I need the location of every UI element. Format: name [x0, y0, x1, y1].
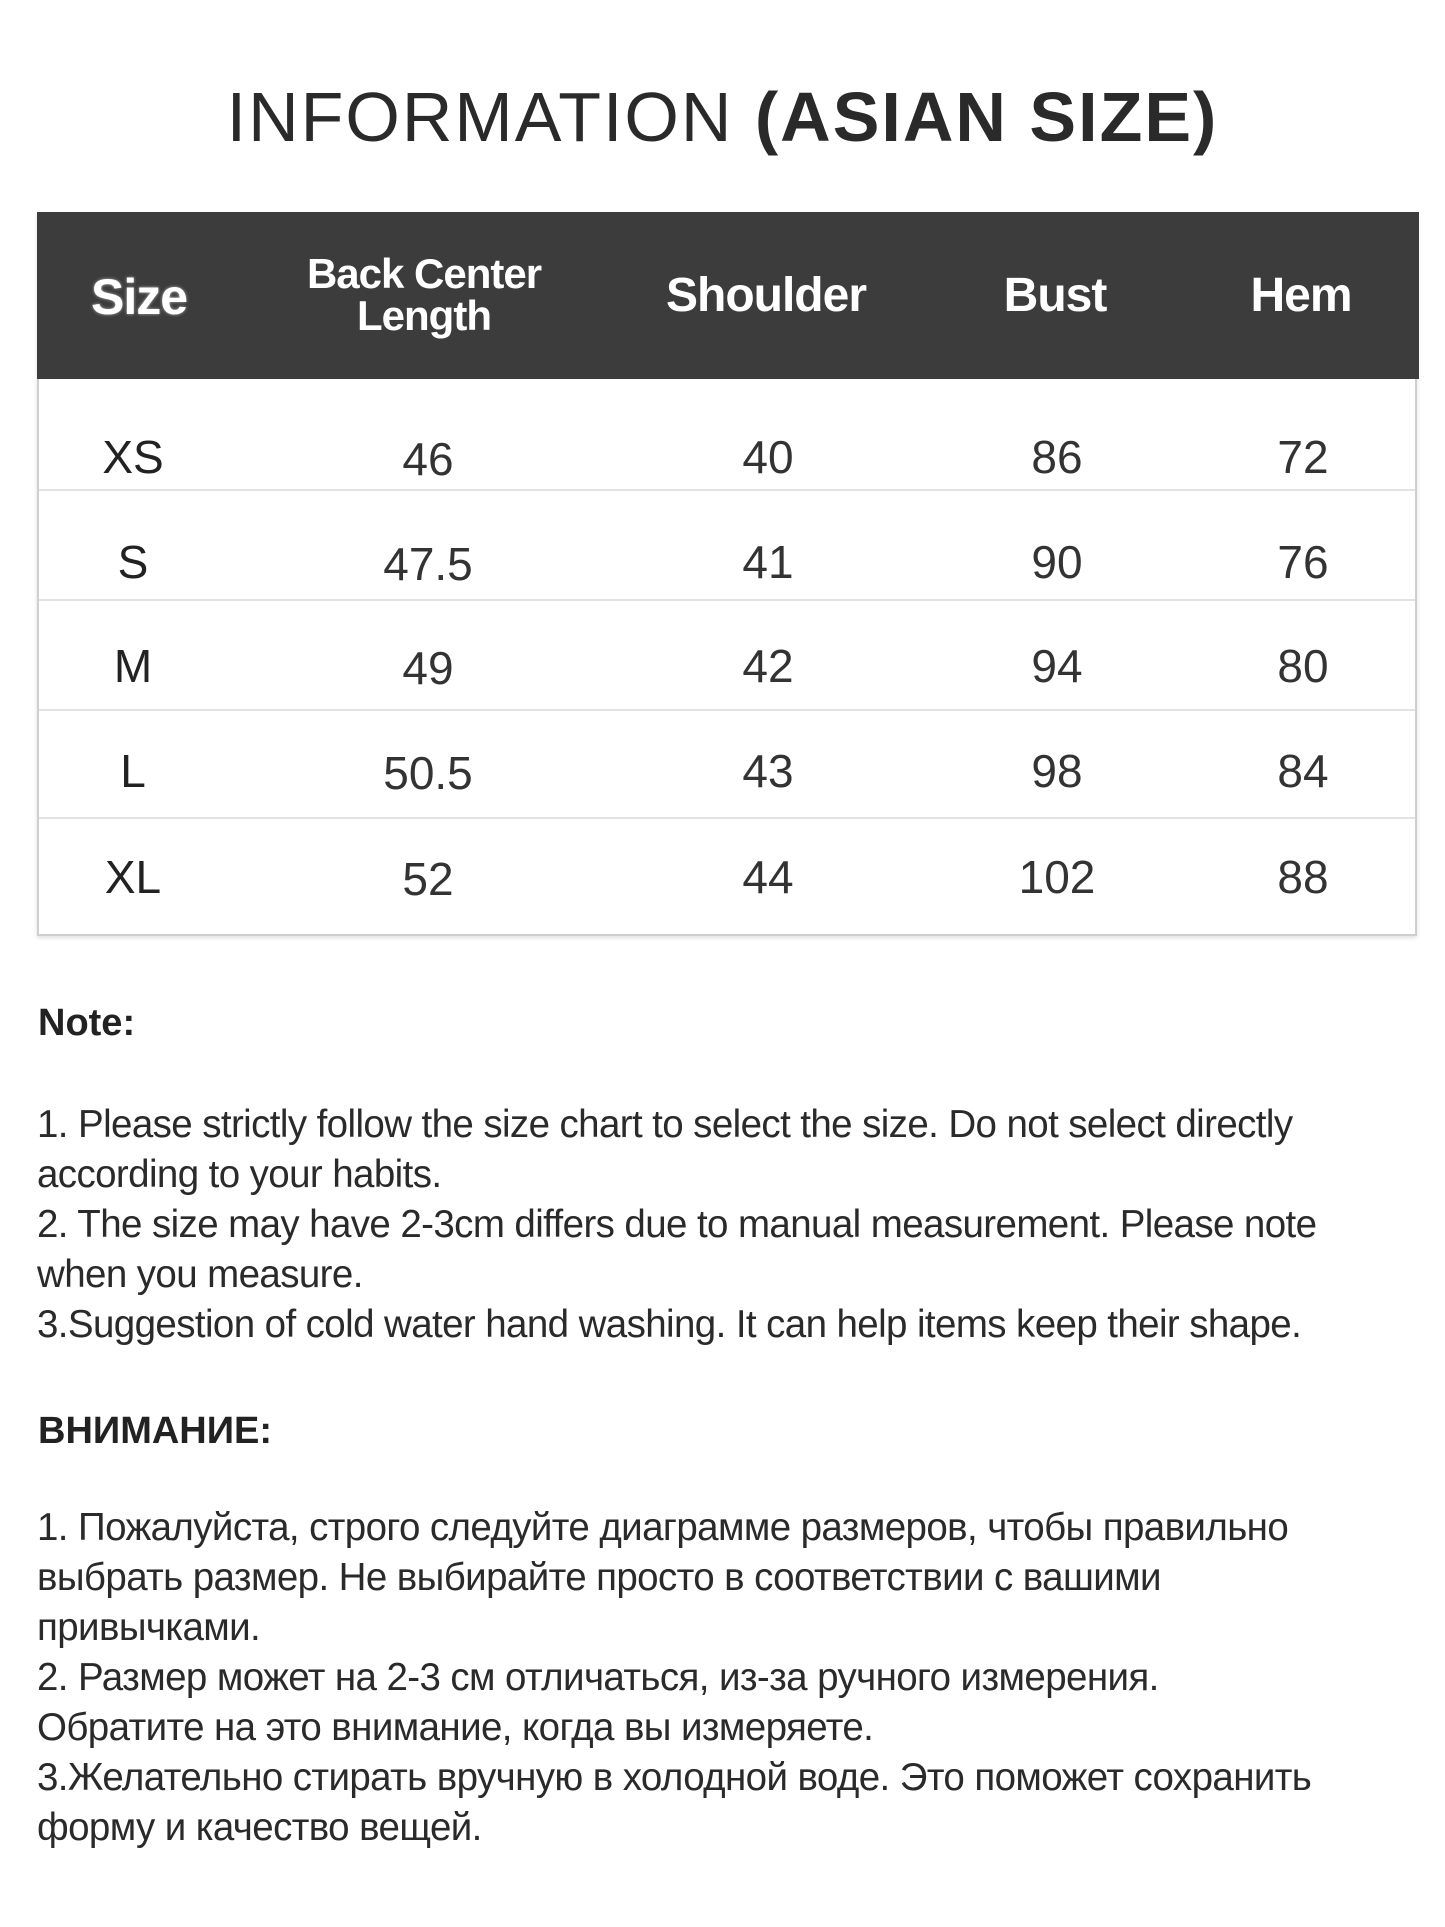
attention-paragraph [37, 1503, 1417, 1853]
table-header [37, 212, 1419, 379]
size-table [37, 212, 1417, 936]
note-line: 3.Suggestion of cold water hand washing. It can help items keep their shape. [37, 1303, 1302, 1346]
table-cell-shoulder: 40 [742, 431, 794, 483]
note-paragraph [37, 1100, 1417, 1350]
header-back-center-line2: Length [357, 292, 491, 339]
table-cell-hem: 84 [1277, 745, 1329, 797]
table-cell-back-center: 49 [402, 642, 454, 694]
table-cell-shoulder: 42 [742, 640, 794, 692]
table-row [39, 491, 1415, 601]
table-cell-hem: 80 [1277, 640, 1329, 692]
table-cell-back-center: 50.5 [383, 747, 473, 799]
header-hem: Hem [1250, 269, 1352, 322]
table-cell-size: XL [104, 851, 162, 903]
note-line: according to your habits. [37, 1153, 442, 1196]
page-title [0, 72, 1445, 162]
table-cell-size: S [117, 536, 149, 588]
header-bust: Bust [1003, 269, 1107, 322]
note-line: when you measure. [37, 1253, 363, 1296]
table-cell-back-center: 47.5 [383, 538, 473, 590]
table-row [39, 601, 1415, 711]
header-shoulder: Shoulder [665, 269, 867, 322]
table-row [39, 711, 1415, 819]
attention-line: форму и качество вещей. [37, 1806, 482, 1849]
header-size: Size [90, 269, 188, 325]
table-cell-hem: 76 [1277, 536, 1329, 588]
attention-line: выбрать размер. Не выбирайте просто в соответствии с вашими [37, 1556, 1161, 1599]
note-line: 2. The size may have 2-3cm differs due to manual measurement. Please note [37, 1203, 1317, 1246]
table-cell-size: L [120, 745, 146, 797]
header-back-center-line1: Back Center [306, 250, 542, 297]
table-cell-shoulder: 43 [742, 745, 794, 797]
table-cell-size: M [113, 640, 153, 692]
attention-heading: ВНИМАНИЕ: [38, 1410, 273, 1452]
table-cell-shoulder: 41 [742, 536, 794, 588]
attention-line: привычками. [37, 1606, 261, 1649]
table-cell-bust: 102 [1018, 851, 1096, 903]
title-light: INFORMATION [226, 78, 755, 156]
attention-line: Обратите на это внимание, когда вы измеряете. [37, 1706, 874, 1749]
table-cell-back-center: 46 [402, 433, 454, 485]
table-cell-bust: 98 [1031, 745, 1083, 797]
note-heading: Note: [38, 1002, 136, 1044]
table-cell-bust: 90 [1031, 536, 1083, 588]
attention-line: 1. Пожалуйста, строго следуйте диаграмме размеров, чтобы правильно [37, 1506, 1289, 1549]
attention-line: 2. Размер может на 2-3 см отличаться, из-за ручного измерения. [37, 1656, 1159, 1699]
table-cell-hem: 72 [1277, 431, 1329, 483]
table-cell-bust: 86 [1031, 431, 1083, 483]
title-bold: (ASIAN SIZE) [754, 78, 1219, 156]
table-cell-hem: 88 [1277, 851, 1329, 903]
header-back-center-length [306, 250, 542, 339]
table-cell-bust: 94 [1031, 640, 1083, 692]
table-cell-size: XS [102, 431, 164, 483]
table-row [39, 819, 1415, 934]
note-line: 1. Please strictly follow the size chart to select the size. Do not select directly [37, 1103, 1293, 1146]
table-cell-shoulder: 44 [742, 851, 794, 903]
attention-line: 3.Желательно стирать вручную в холодной воде. Это поможет сохранить [37, 1756, 1312, 1799]
table-row [39, 379, 1415, 491]
table-cell-back-center: 52 [402, 853, 454, 905]
